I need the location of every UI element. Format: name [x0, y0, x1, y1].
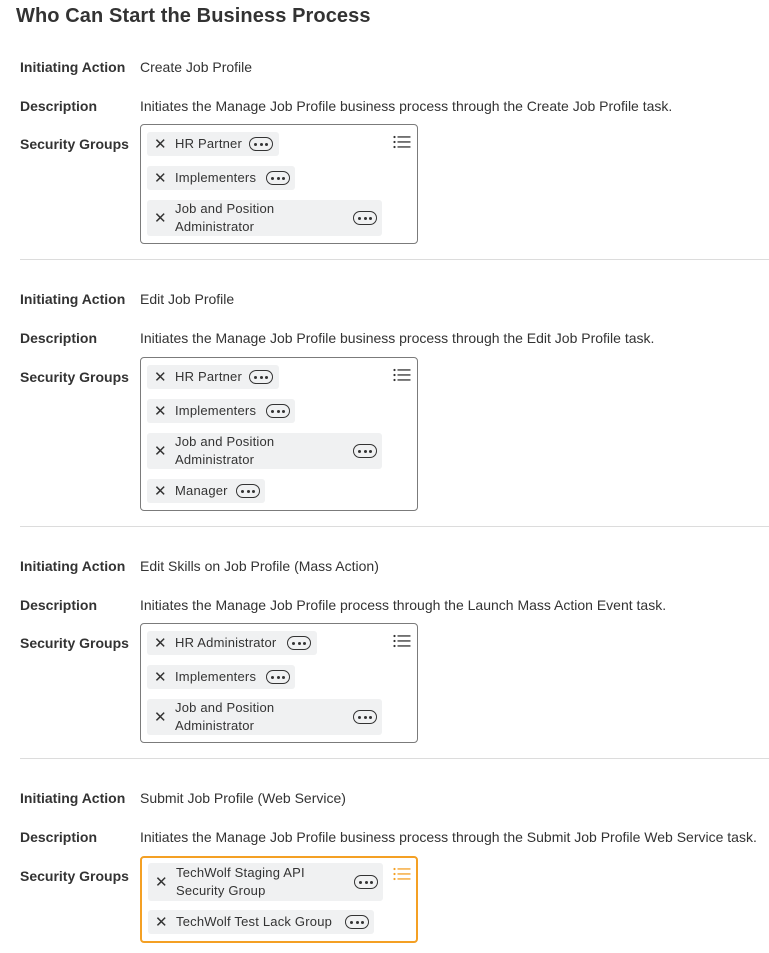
initiating-action-label: Initiating Action [20, 558, 126, 574]
initiating-action-label: Initiating Action [20, 291, 126, 307]
more-options-icon[interactable] [353, 444, 377, 458]
initiating-action-label: Initiating Action [20, 790, 126, 806]
security-group-pill [147, 631, 317, 655]
close-icon[interactable]: ✕ [154, 169, 167, 187]
close-icon[interactable]: ✕ [155, 874, 168, 891]
security-group-pill [147, 166, 295, 190]
initiating-action-label: Initiating Action [20, 59, 126, 75]
close-icon[interactable]: ✕ [154, 135, 167, 153]
close-icon[interactable]: ✕ [154, 709, 167, 726]
close-icon[interactable]: ✕ [155, 913, 168, 931]
section-divider [20, 758, 769, 759]
close-icon[interactable]: ✕ [154, 634, 167, 652]
security-groups-field[interactable] [140, 623, 418, 743]
description-value: Initiates the Manage Job Profile business process through the Edit Job Profile task. [140, 330, 655, 346]
security-group-name [175, 135, 242, 153]
initiating-action-value: Submit Job Profile (Web Service) [140, 790, 346, 806]
more-options-icon[interactable] [249, 370, 273, 384]
security-group-name [175, 368, 242, 386]
initiating-action-value: Edit Skills on Job Profile (Mass Action) [140, 558, 379, 574]
security-group-name-line1: TechWolf Staging API [176, 865, 305, 880]
more-options-icon[interactable] [287, 636, 311, 650]
section-divider [20, 259, 769, 260]
security-groups-label: Security Groups [20, 369, 129, 385]
list-icon[interactable] [393, 634, 411, 648]
security-group-name-line1: Job and Position [175, 201, 275, 216]
more-options-icon[interactable] [354, 875, 378, 889]
security-group-name-line2: Administrator [175, 219, 255, 234]
close-icon[interactable]: ✕ [154, 668, 167, 686]
description-label: Description [20, 330, 98, 346]
security-group-pill [147, 132, 279, 156]
security-group-name-line1: HR Partner [175, 136, 243, 151]
description-label: Description [20, 597, 98, 613]
more-options-icon[interactable] [266, 670, 290, 684]
security-group-name-line1: Job and Position [175, 434, 275, 449]
more-options-icon[interactable] [249, 137, 273, 151]
description-value: Initiates the Manage Job Profile process through the Launch Mass Action Event task. [140, 597, 667, 613]
security-group-name-line1: HR Administrator [175, 635, 277, 650]
more-options-icon[interactable] [266, 404, 290, 418]
security-groups-label: Security Groups [20, 635, 129, 651]
security-group-name [175, 668, 256, 686]
security-group-pill [148, 910, 374, 934]
list-icon[interactable] [393, 135, 411, 149]
close-icon[interactable]: ✕ [154, 443, 167, 460]
more-options-icon[interactable] [345, 915, 369, 929]
security-group-pill [147, 479, 265, 503]
security-group-name [176, 864, 305, 900]
security-groups-label: Security Groups [20, 136, 129, 152]
description-label: Description [20, 829, 98, 845]
security-group-name [175, 433, 274, 469]
security-group-name [176, 913, 332, 931]
security-group-name-line1: Implementers [175, 669, 257, 684]
security-group-name [175, 402, 256, 420]
initiating-action-value: Edit Job Profile [140, 291, 235, 307]
more-options-icon[interactable] [236, 484, 260, 498]
initiating-action-value: Create Job Profile [140, 59, 253, 75]
security-group-pill [147, 365, 279, 389]
list-icon[interactable] [393, 368, 411, 382]
security-group-name-line1: Job and Position [175, 700, 275, 715]
description-label: Description [20, 98, 98, 114]
security-group-pill [148, 863, 383, 901]
security-group-name-line1: HR Partner [175, 369, 243, 384]
close-icon[interactable]: ✕ [154, 368, 167, 386]
page-title: Who Can Start the Business Process [16, 5, 371, 27]
security-group-pill [147, 665, 295, 689]
security-group-name [175, 634, 276, 652]
security-group-pill [147, 433, 382, 469]
close-icon[interactable]: ✕ [154, 482, 167, 500]
security-groups-field[interactable] [140, 357, 418, 511]
security-group-name-line1: Implementers [175, 403, 257, 418]
security-group-pill [147, 699, 382, 735]
security-groups-field[interactable] [140, 856, 418, 943]
security-group-name-line2: Administrator [175, 452, 255, 467]
close-icon[interactable]: ✕ [154, 402, 167, 420]
security-groups-label: Security Groups [20, 868, 129, 884]
security-group-name [175, 169, 256, 187]
section-divider [20, 526, 769, 527]
close-icon[interactable]: ✕ [154, 210, 167, 227]
more-options-icon[interactable] [353, 710, 377, 724]
security-group-name-line2: Security Group [176, 883, 266, 898]
security-group-name-line1: Manager [175, 483, 228, 498]
security-group-name [175, 200, 274, 236]
list-icon[interactable] [393, 867, 411, 881]
description-value: Initiates the Manage Job Profile business process through the Submit Job Profile Web Service task. [140, 829, 757, 845]
security-group-name [175, 699, 274, 735]
description-value: Initiates the Manage Job Profile business process through the Create Job Profile task. [140, 98, 673, 114]
more-options-icon[interactable] [353, 211, 377, 225]
security-groups-field[interactable] [140, 124, 418, 244]
security-group-name [175, 482, 228, 500]
security-group-name-line1: TechWolf Test Lack Group [176, 914, 333, 929]
security-group-name-line1: Implementers [175, 170, 257, 185]
security-group-name-line2: Administrator [175, 718, 255, 733]
more-options-icon[interactable] [266, 171, 290, 185]
security-group-pill [147, 399, 295, 423]
security-group-pill [147, 200, 382, 236]
